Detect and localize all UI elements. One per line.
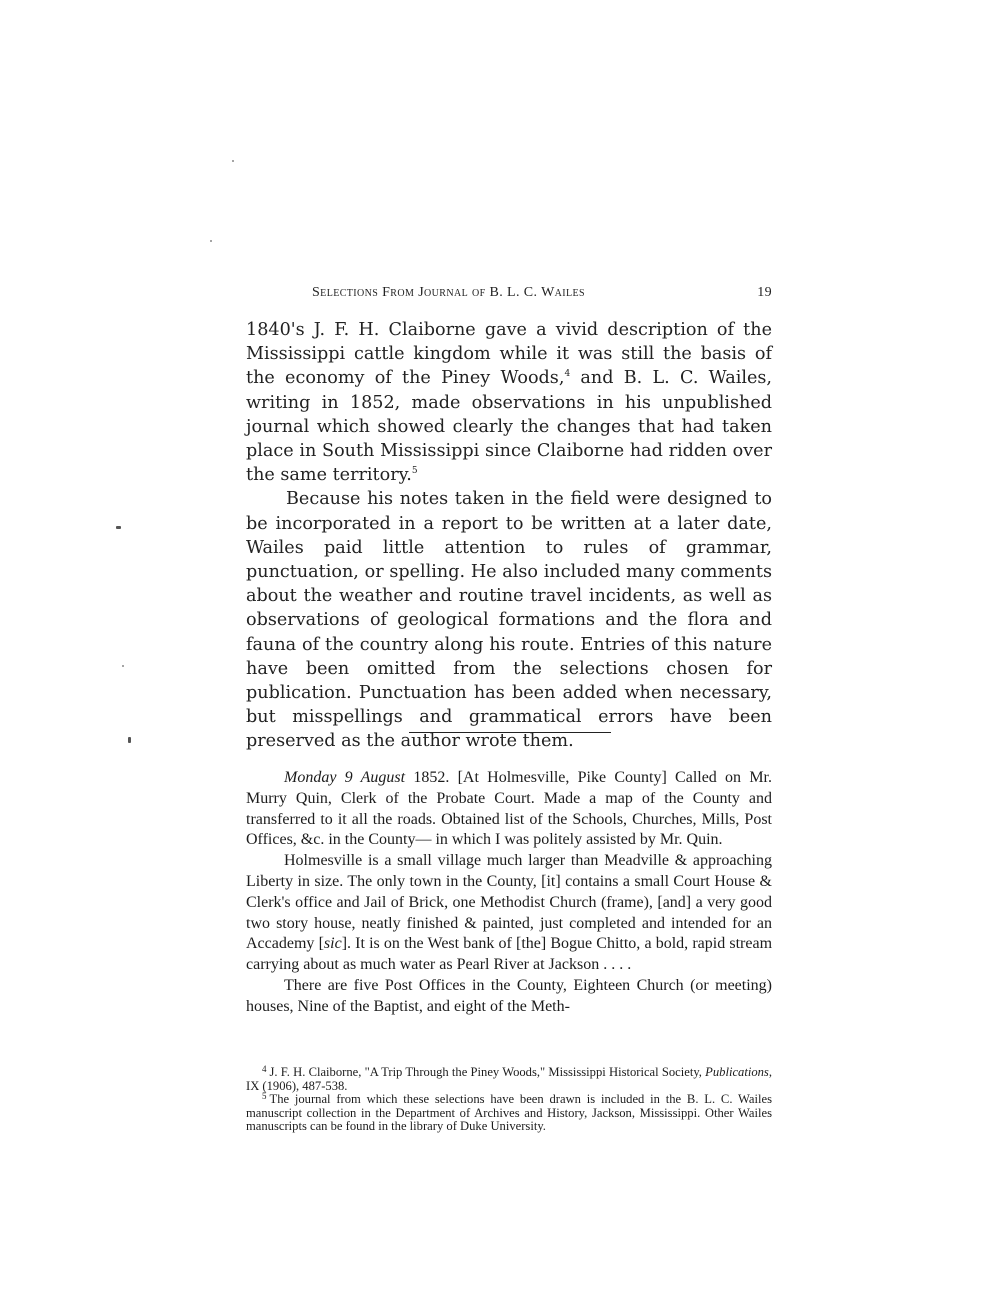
journal-excerpt <box>246 768 772 1018</box>
journal-p2-part-b: ]. It is on the West bank of [the] Bogue Chitto, a bold, rapid stream carrying about as much water as Pearl River at Jackson . . . . <box>246 935 773 974</box>
footnote-5-text: The journal from which these selections have been drawn is included in the B. L. C. Wailes manuscript collection in the Department of Archives and History, Jackson, Mississippi. Other Wailes manuscripts can be found in the library of Duke University. <box>246 1092 772 1134</box>
running-head-title: Selections From Journal of B. L. C. Wailes <box>312 285 586 300</box>
journal-p1-text: 1852. [At Holmesville, Pike County] Called on Mr. Murry Quin, Clerk of the Probate Court. Made a map of the County and transferred to it all the roads. Obtained list of the Schools, Churches, Mills, Post Offices, &c. in the County— in which I was politely assisted by Mr. Quin. <box>246 769 772 849</box>
document-page <box>246 0 772 1292</box>
footnote-4 <box>246 1066 772 1093</box>
footnote-ref-4: 4 <box>564 369 571 380</box>
entry-date: Monday 9 August <box>284 769 406 786</box>
scan-speck <box>210 240 212 242</box>
journal-paragraph-2 <box>246 851 772 976</box>
intro-text <box>246 318 772 754</box>
intro-paragraph-2: Because his notes taken in the field were designed to be incorporated in a report to be written at a later date, Wailes paid little attention to rules of grammar, punctuation, or spelling. He also included many comments about the weather and routine travel incidents, as well as observations of geological formations and the flora and fauna of the country along his route. Entries of this nature have been omitted from the selections chosen for publication. Punctuation has been added when necessary, but misspellings and grammatical errors have been preserved as the author wrote them. <box>246 489 772 752</box>
sic-note: sic <box>323 935 342 953</box>
scan-speck <box>232 160 234 162</box>
journal-paragraph-1 <box>246 768 772 851</box>
footnotes <box>246 1066 772 1134</box>
intro-p1-part-a: 1840's J. F. H. Claiborne gave a vivid description of the Mississippi cattle kingdom while it was still the basis of the economy of the Piney Woods, <box>246 320 772 389</box>
scan-speck <box>122 665 124 667</box>
scan-speck <box>116 526 121 529</box>
footnote-ref-5: 5 <box>411 466 418 477</box>
footnote-5 <box>246 1093 772 1134</box>
footnote-4-text-a: J. F. H. Claiborne, "A Trip Through the Piney Woods," Mississippi Historical Society, <box>269 1065 706 1079</box>
intro-p1-part-b: and B. L. C. Wailes, writing in 1852, made observations in his unpublished journal which showed clearly the changes that had taken place in South Mississippi since Claiborne had ridden over the same territory. <box>246 368 772 486</box>
journal-paragraph-3: There are five Post Offices in the County, Eighteen Church (or meeting) houses, Nine of the Baptist, and eight of the Meth- <box>246 976 772 1015</box>
footnote-4-mark: 4 <box>262 1064 267 1074</box>
footnote-4-publication: Publications <box>705 1065 769 1079</box>
page-number: 19 <box>757 285 772 300</box>
scan-speck <box>128 737 131 743</box>
intro-paragraph-1 <box>246 318 772 487</box>
section-divider <box>409 732 611 733</box>
footnote-4-text-b: , IX (1906), 487-538. <box>246 1065 772 1093</box>
journal-p2-part-a: Holmesville is a small village much larger than Meadville & approaching Liberty in size. The only town in the County, [it] contains a small Court House & Clerk's office and Jail of Brick, one Methodist Church (frame), [and] a very good two story house, neatly finished & painted, just completed and intended for an Accademy [ <box>246 852 772 953</box>
footnote-5-mark: 5 <box>262 1091 267 1102</box>
